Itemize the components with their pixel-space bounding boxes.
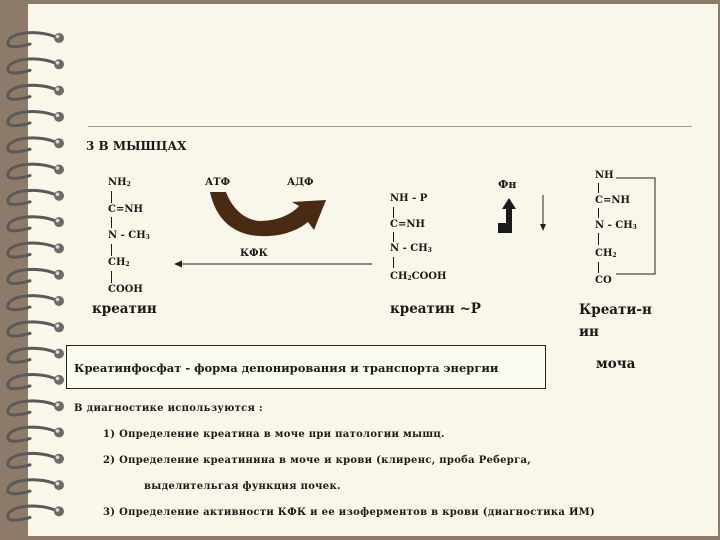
spiral-ring <box>8 348 64 362</box>
formula-nch3: N - CH3 <box>108 230 150 241</box>
spiral-ring <box>8 453 64 467</box>
diagnostics-intro: В диагностике используются : <box>74 403 263 414</box>
formula-cnh: C=NH <box>108 204 143 215</box>
creatinine-name-line1: Креати-н <box>579 302 652 318</box>
definition-text: Креатинфосфат - форма депонирования и транспорта энергии <box>74 361 499 375</box>
formula-nch3: N - CH3 <box>390 243 432 254</box>
phosphate-label: Фн <box>498 178 517 191</box>
spiral-ring <box>8 164 64 178</box>
spiral-ring <box>8 217 64 231</box>
formula-cnh: C=NH <box>595 195 630 206</box>
formula-nh2: NH2 <box>108 177 131 188</box>
bond <box>393 257 394 268</box>
bond <box>111 244 112 256</box>
title-divider <box>88 126 692 127</box>
spiral-ring <box>8 243 64 257</box>
spiral-ring <box>8 190 64 204</box>
diagnostics-item-2-continued: выделительгая функция почек. <box>144 481 341 492</box>
formula-ch2cooh: CH2COOH <box>390 271 447 282</box>
spiral-ring <box>8 59 64 73</box>
adp-label: АДФ <box>287 177 314 188</box>
spiral-ring <box>8 401 64 415</box>
formula-cooh: COOH <box>108 284 143 295</box>
spiral-ring <box>8 296 64 310</box>
bond <box>598 208 599 218</box>
spiral-ring <box>8 33 64 47</box>
reversible-arrow <box>172 258 378 270</box>
spiral-ring <box>8 375 64 389</box>
phosphocreatine-name: креатин ~Р <box>390 301 481 317</box>
spiral-ring <box>8 427 64 441</box>
spiral-ring <box>8 322 64 336</box>
atp-adp-curved-arrow <box>200 190 335 240</box>
spiral-binding <box>0 0 90 540</box>
bond <box>598 233 599 245</box>
atp-label: АТФ <box>205 177 231 188</box>
bond <box>598 262 599 273</box>
spiral-ring <box>8 85 64 99</box>
formula-ch2: CH2 <box>108 257 130 268</box>
formula-cnh: C=NH <box>390 219 425 230</box>
formula-nh: NH <box>595 170 614 181</box>
spiral-ring <box>8 506 64 520</box>
ring-bracket <box>614 174 660 280</box>
bond <box>111 191 112 203</box>
creatinine-name-line2: ин <box>579 324 599 340</box>
formula-co: CO <box>595 275 612 286</box>
section-heading: 3 В МЫШЦАХ <box>86 139 187 153</box>
spiral-ring <box>8 138 64 152</box>
diagnostics-item-1: 1) Определение креатина в моче при патологии мышц. <box>103 429 445 440</box>
bond <box>111 217 112 228</box>
spiral-ring <box>8 112 64 126</box>
formula-nch3: N - CH3 <box>595 220 637 231</box>
spiral-ring <box>8 480 64 494</box>
formula-ch2: CH2 <box>595 248 617 259</box>
spiral-ring <box>8 269 64 283</box>
diagnostics-item-2: 2) Определение креатинина в моче и крови (клиренс, проба Реберга, <box>103 455 532 466</box>
bond <box>598 183 599 193</box>
formula-nhp: NH - P <box>390 193 428 204</box>
diagnostics-item-3: 3) Определение активности КФК и ее изоферментов в крови (диагностика ИМ) <box>103 507 596 518</box>
phosphate-arrows <box>493 193 553 235</box>
urine-label: моча <box>596 356 636 372</box>
bond <box>111 271 112 283</box>
bond <box>393 232 394 242</box>
enzyme-label: КФК <box>240 248 268 259</box>
creatine-name: креатин <box>92 301 157 317</box>
bond <box>393 207 394 218</box>
